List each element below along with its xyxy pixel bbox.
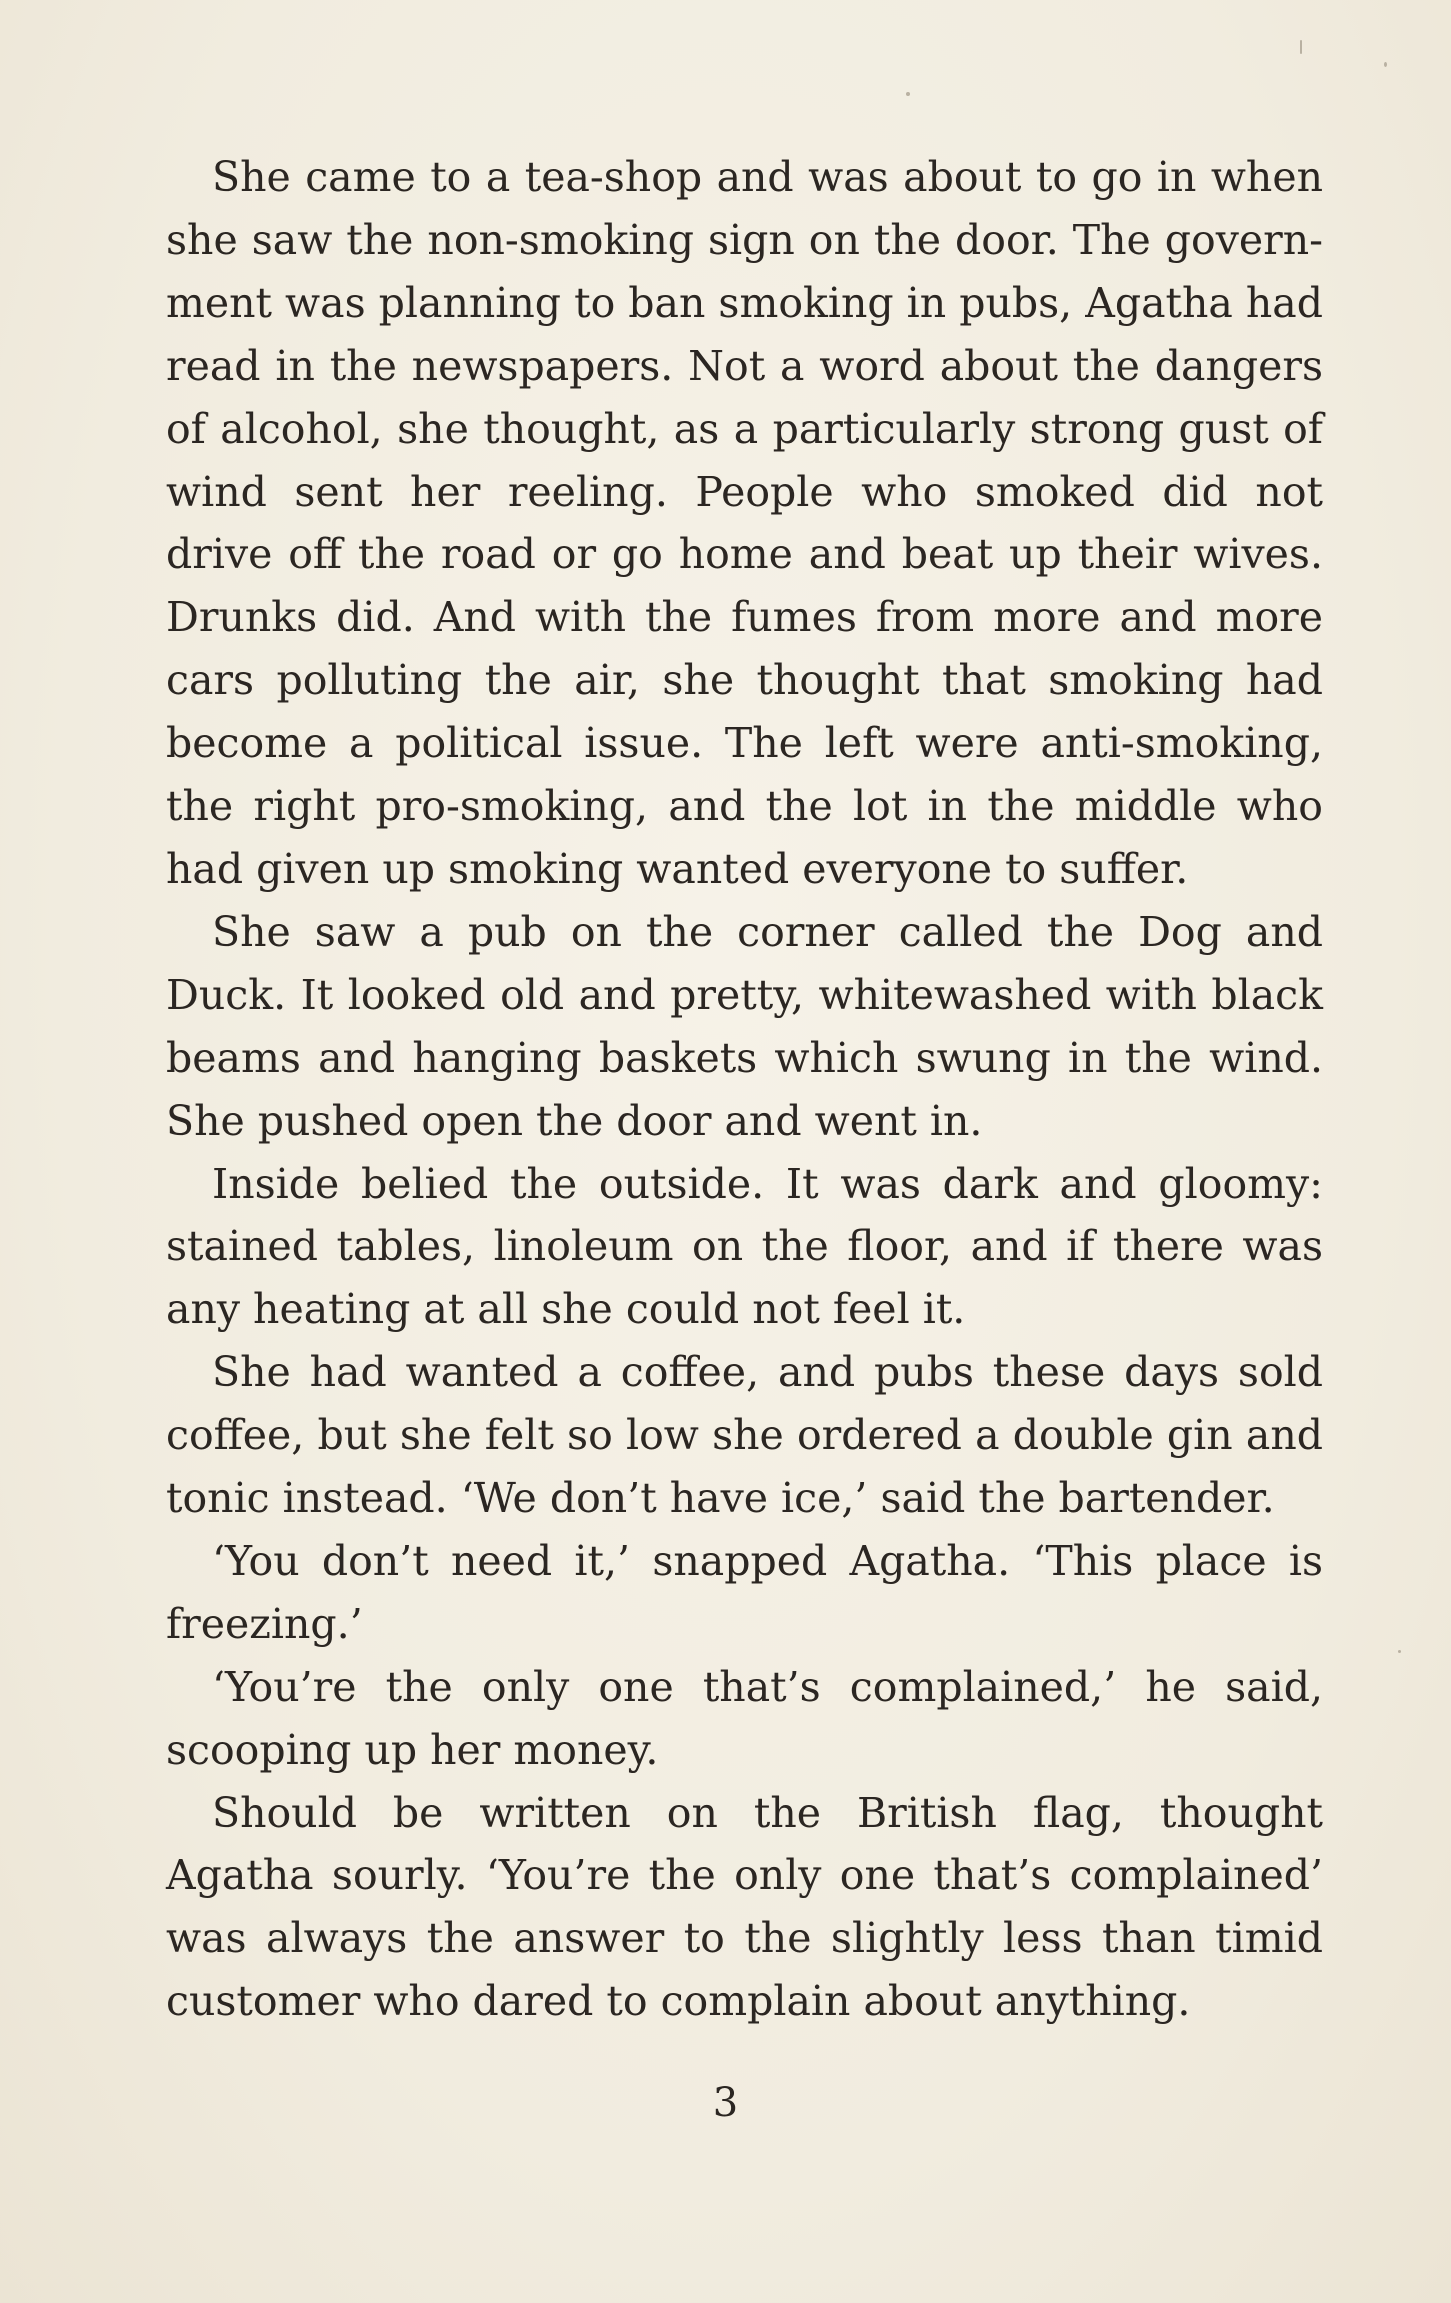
paragraph: Inside belied the outside. It was dark and gloomy: stained tables, linoleum on the floor, and if there was any heating at all she could not feel it. — [166, 1159, 1323, 1334]
body-text — [166, 146, 1323, 2033]
paper-speck — [906, 92, 910, 96]
paper-speck — [1398, 1650, 1401, 1653]
paragraph: She saw a pub on the corner called the Dog and Duck. It looked old and pretty, whitewashed with black beams and hanging baskets which swung in the wind. She pushed open the door and went in. — [166, 907, 1323, 1145]
paragraph: ‘You don’t need it,’ snapped Agatha. ‘This place is freezing.’ — [166, 1536, 1323, 1648]
paragraph: Should be written on the British flag, thought Agatha sourly. ‘You’re the only one that’s complained’ was always the answer to the slightly less than timid customer who dared to complain about anything. — [166, 1788, 1323, 2026]
paper-speck — [1300, 40, 1302, 54]
paper-speck — [1384, 62, 1387, 67]
paragraph: She came to a tea-shop and was about to go in when she saw the non-smoking sign on the door. The government was planning to ban smoking in pubs, Agatha had read in the newspapers. Not a word about the dangers of alcohol, she thought, as a particularly strong gust of wind sent her reeling. People who smoked did not drive off the road or go home and beat up their wives. Drunks did. And with the fumes from more and more cars polluting the air, she thought that smoking had become a political issue. The left were anti-smoking, the right pro-smoking, and the lot in the middle who had given up smoking wanted everyone to suffer. — [166, 153, 1323, 893]
page-number: 3 — [712, 2080, 739, 2126]
paragraph: She had wanted a coffee, and pubs these days sold coffee, but she felt so low she ordered a double gin and tonic instead. ‘We don’t have ice,’ said the bartender. — [166, 1348, 1323, 1523]
paragraph: ‘You’re the only one that’s complained,’ he said, scooping up her money. — [166, 1662, 1323, 1774]
